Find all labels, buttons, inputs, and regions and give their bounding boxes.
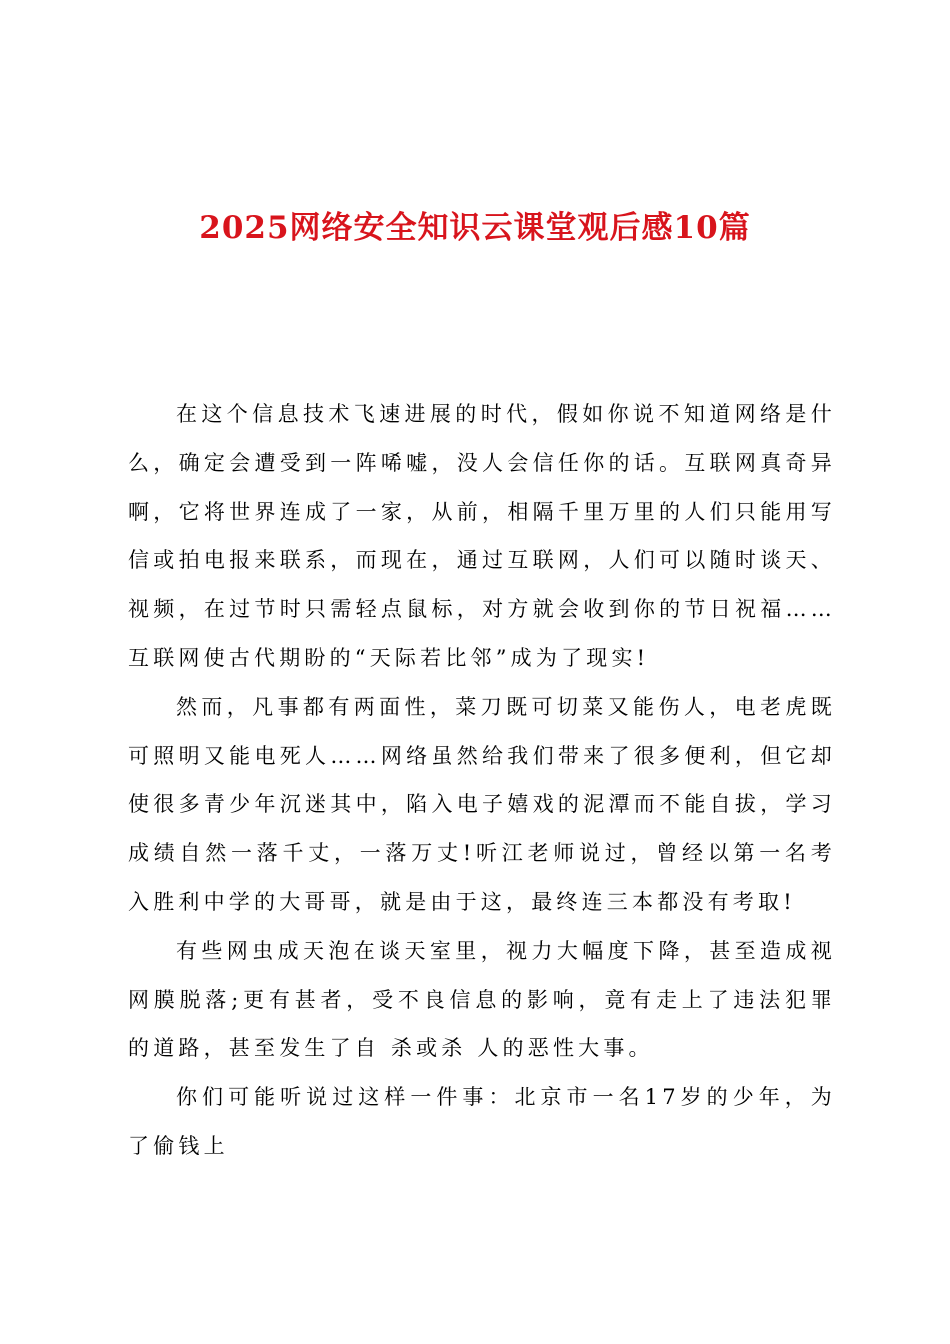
paragraph-1: 在这个信息技术飞速进展的时代，假如你说不知道网络是什么，确定会遭受到一阵唏嘘，没人会信任你的话。互联网真奇异啊，它将世界连成了一家，从前，相隔千里万里的人们只能用写信或拍电报来联系，而现在，通过互联网，人们可以随时谈天、视频，在过节时只需轻点鼠标，对方就会收到你的节日祝福……互联网使古代期盼的“天际若比邻”成为了现实!: [128, 402, 836, 670]
document-body: [128, 390, 836, 1171]
paragraph-2: 然而，凡事都有两面性，菜刀既可切菜又能伤人，电老虎既可照明又能电死人……网络虽然给我们带来了很多便利，但它却使很多青少年沉迷其中，陷入电子嬉戏的泥潭而不能自拔，学习成绩自然一落千丈，一落万丈!听江老师说过，曾经以第一名考入胜利中学的大哥哥，就是由于这，最终连三本都没有考取!: [128, 694, 836, 914]
document-title: 2025网络安全知识云课堂观后感10篇: [199, 210, 751, 246]
paragraph-3: 有些网虫成天泡在谈天室里，视力大幅度下降，甚至造成视网膜脱落;更有甚者，受不良信息的影响，竟有走上了违法犯罪的道路，甚至发生了自 杀或杀 人的恶性大事。: [128, 938, 836, 1061]
paragraph-4: 你们可能听说过这样一件事：北京市一名17岁的少年，为了偷钱上: [128, 1085, 836, 1158]
